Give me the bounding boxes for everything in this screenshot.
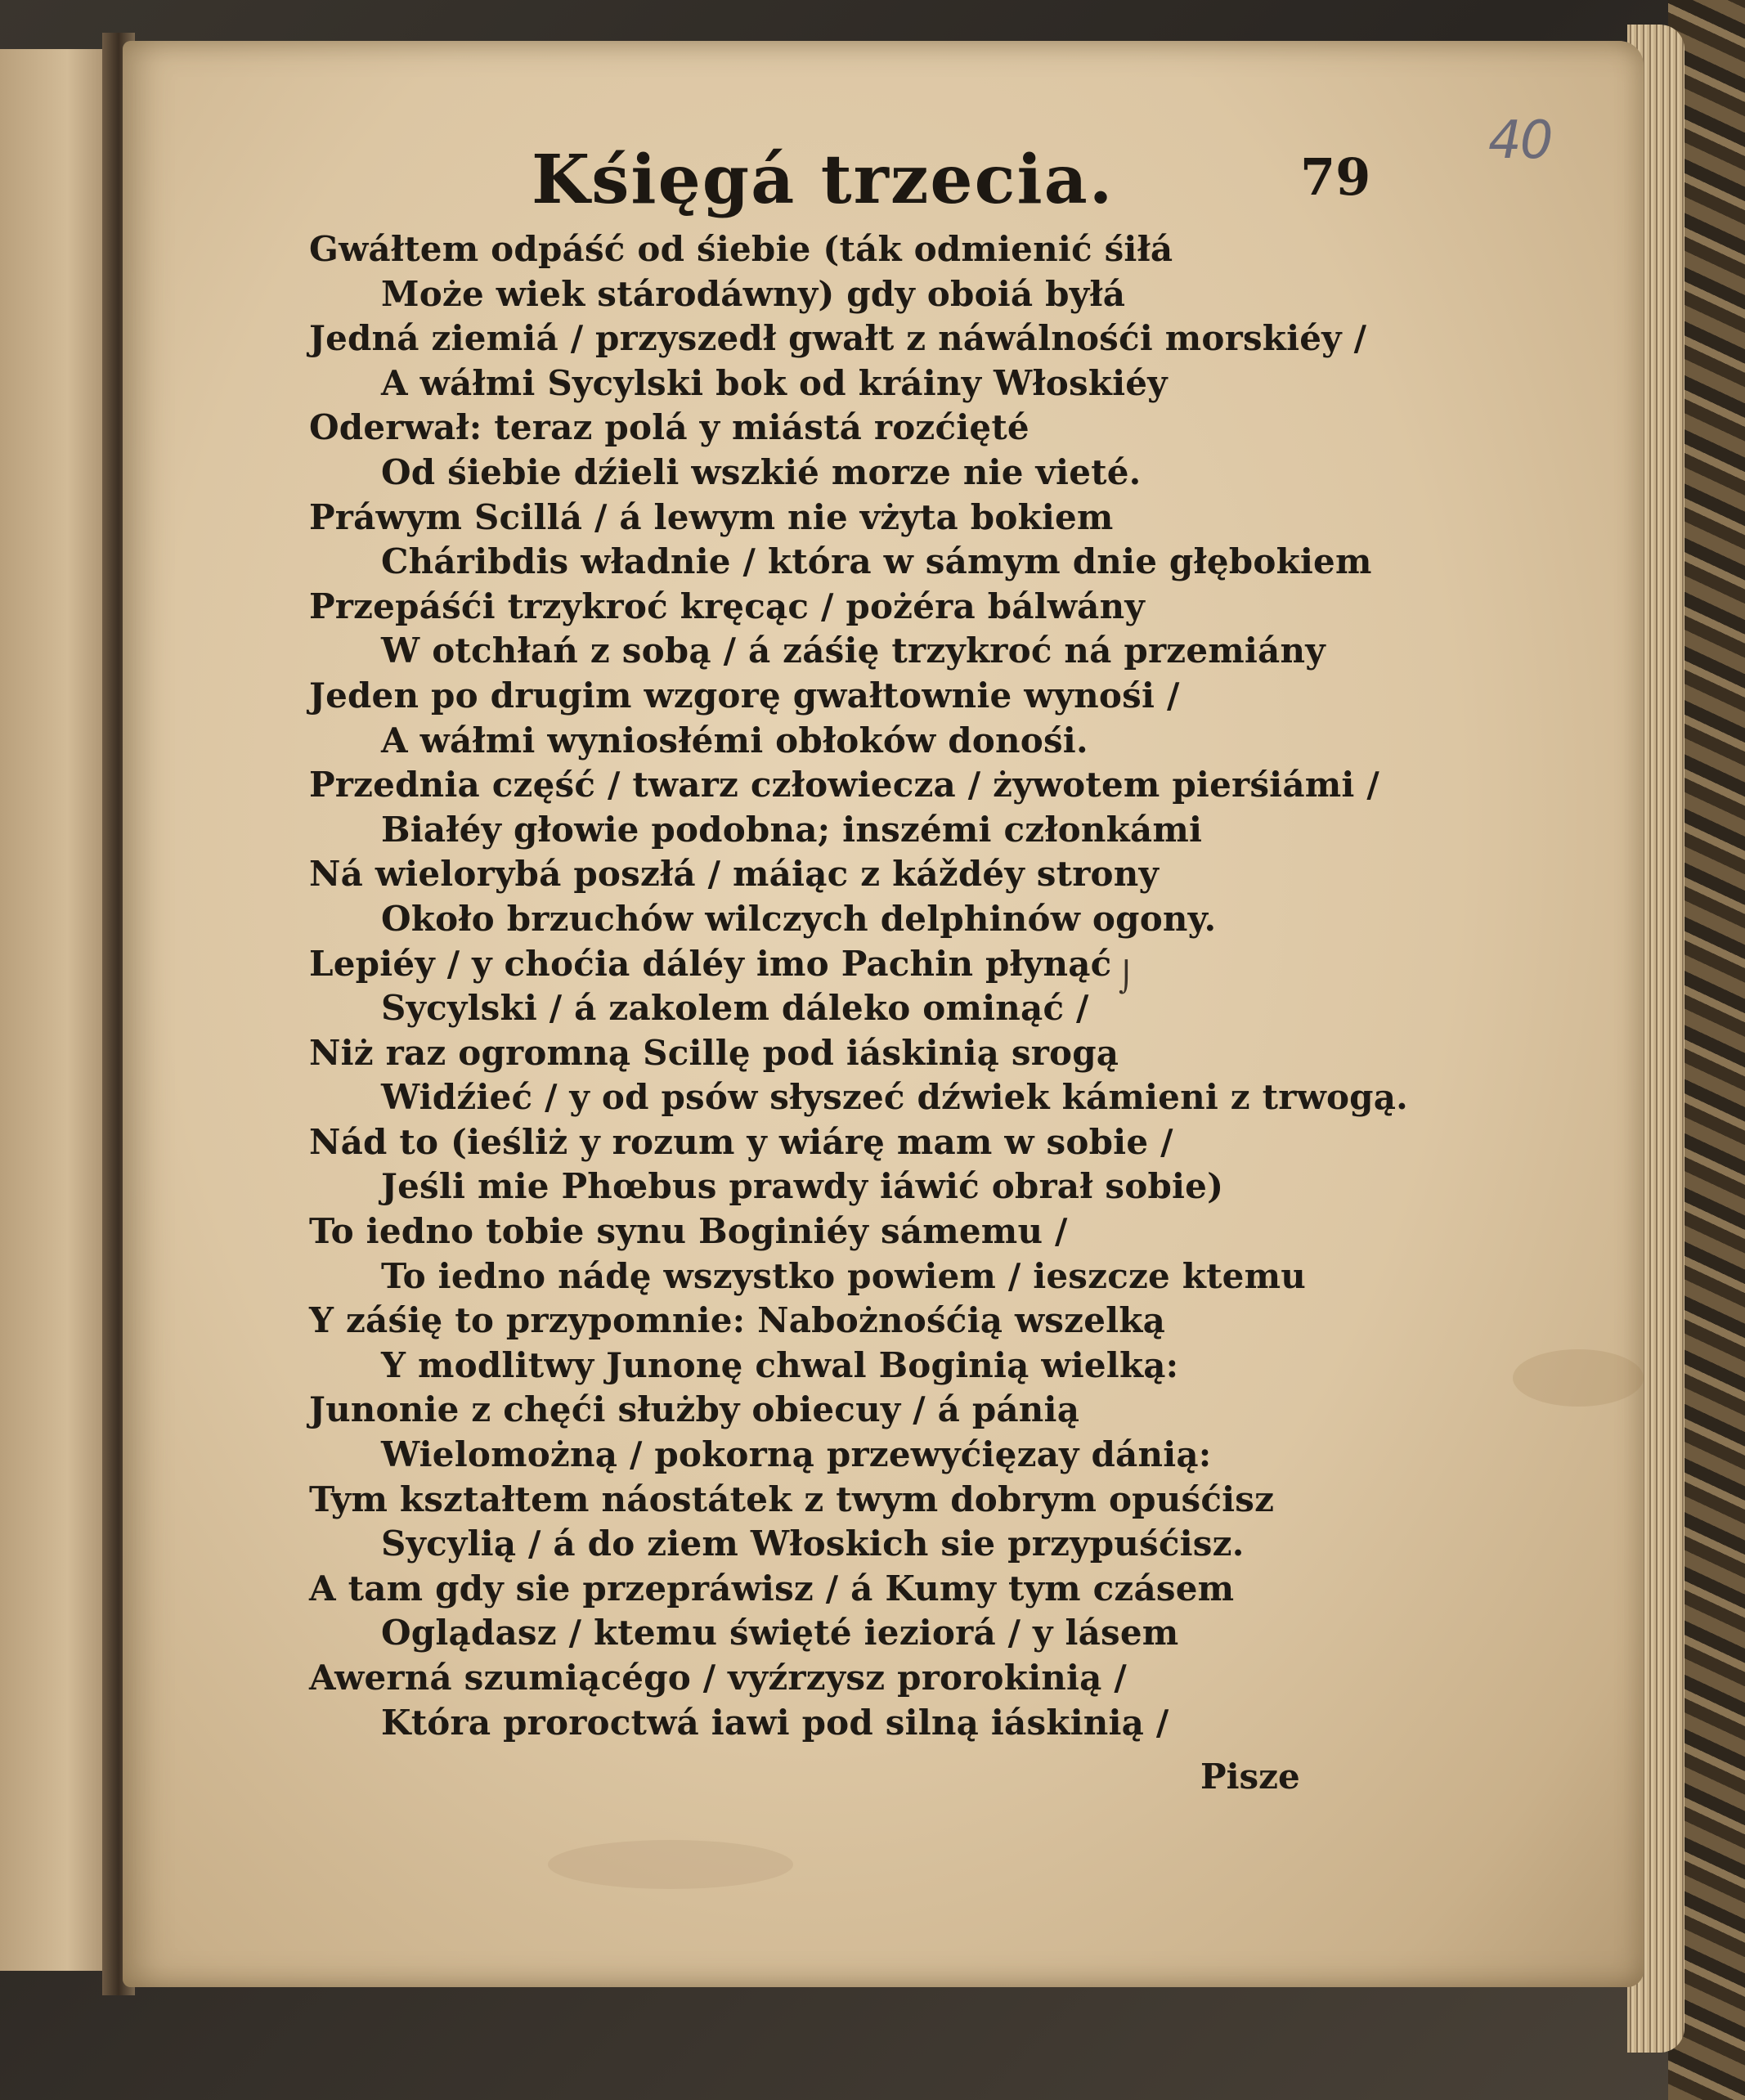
verse-line: Lepiéy / y choćia dáléy imo Pachin płynąć <box>309 943 1112 984</box>
verse-line: Gwáłtem odpáść od śiebie (ták odmienić śiłá <box>309 229 1173 269</box>
verse-line: Ná wielorybá poszłá / máiąc z káždéy strony <box>309 854 1160 895</box>
verse-line: Junonie z chęći służby obiecuy / á pánią <box>309 1389 1080 1430</box>
verse-line: Jeśli mie Phœbus prawdy iáwić obrał sobie) <box>381 1166 1224 1207</box>
verse-line: Może wiek stárodáwny) gdy oboiá byłá <box>381 273 1126 314</box>
page-stain <box>548 1840 793 1889</box>
verse-line: Sycylski / á zakolem dáleko ominąć / <box>381 988 1089 1029</box>
verse-line: Około brzuchów wilczych delphinów ogony. <box>381 898 1217 939</box>
verse-text <box>309 227 1408 1745</box>
verse-line: Oglądasz / ktemu święté ieziorá / y lásem <box>381 1613 1179 1654</box>
verse-line: Nád to (ieśliż y rozum y wiárę mam w sobie / <box>309 1121 1173 1162</box>
verse-line: A tam gdy sie przepráwisz / á Kumy tym czásem <box>309 1568 1235 1609</box>
verse-line: W otchłań z sobą / á záśię trzykroć ná przemiány <box>381 630 1326 671</box>
running-head: Kśięgá trzecia. <box>532 141 1115 219</box>
verse-line: To iedno tobie synu Boginiéy sámemu / <box>309 1211 1068 1252</box>
verse-line: Y záśię to przypomnie: Nabożnośćią wszelką <box>309 1300 1165 1341</box>
verse-line: Od śiebie dźieli wszkié morze nie vieté. <box>381 451 1142 492</box>
verse-line: Jedná ziemiá / przyszedł gwałt z náwálnośći morskiéy / <box>309 318 1367 359</box>
verse-line: Tym kształtem náostátek z twym dobrym opuśćisz <box>309 1479 1275 1519</box>
verse-line: Która proroctwá iawi pod silną iáskinią / <box>381 1702 1169 1743</box>
folio-annotation: 40 <box>1488 110 1552 171</box>
verse-line: Niż raz ogromną Scillę pod iáskinią srogą <box>309 1032 1119 1073</box>
verse-line: Przepáśći trzykroć kręcąc / pożéra bálwány <box>309 586 1145 626</box>
page-number: 79 <box>1300 147 1371 207</box>
verse-line: Y modlitwy Junonę chwal Boginią wielką: <box>381 1344 1179 1385</box>
verse-line: Jeden po drugim wzgorę gwałtownie wynośi / <box>309 675 1180 716</box>
verse-line: Białéy głowie podobna; inszémi członkámi <box>381 809 1203 850</box>
verse-line: Cháribdis władnie / która w sámym dnie głębokiem <box>381 541 1372 582</box>
margin-mark: ⌡ <box>1119 961 1134 994</box>
catchword: Pisze <box>1200 1757 1300 1797</box>
verse-line: Oderwał: teraz polá y miástá rozćięté <box>309 407 1030 448</box>
verse-line: Widźieć / y od psów słyszeć dźwiek kámieni z trwogą. <box>381 1077 1408 1118</box>
verse-line: To iedno nádę wszystko powiem / ieszcze ktemu <box>381 1255 1306 1296</box>
page-stain <box>1513 1349 1644 1407</box>
verse-line: Wielomożną / pokorną przewyćięzay dánią: <box>381 1434 1212 1475</box>
verse-line: A wáłmi wyniosłémi obłoków donośi. <box>381 720 1088 761</box>
verse-line: A wáłmi Sycylski bok od kráiny Włoskiéy <box>381 362 1168 403</box>
verse-line: Awerná szumiącégo / vyźrzysz prorokinią / <box>309 1658 1127 1698</box>
verse-line: Sycylią / á do ziem Włoskich sie przypuśćisz. <box>381 1523 1245 1564</box>
verse-line: Práwym Scillá / á lewym nie vżyta bokiem <box>309 496 1114 537</box>
verse-line: Przednia część / twarz człowiecza / żywotem pierśiámi / <box>309 765 1379 805</box>
